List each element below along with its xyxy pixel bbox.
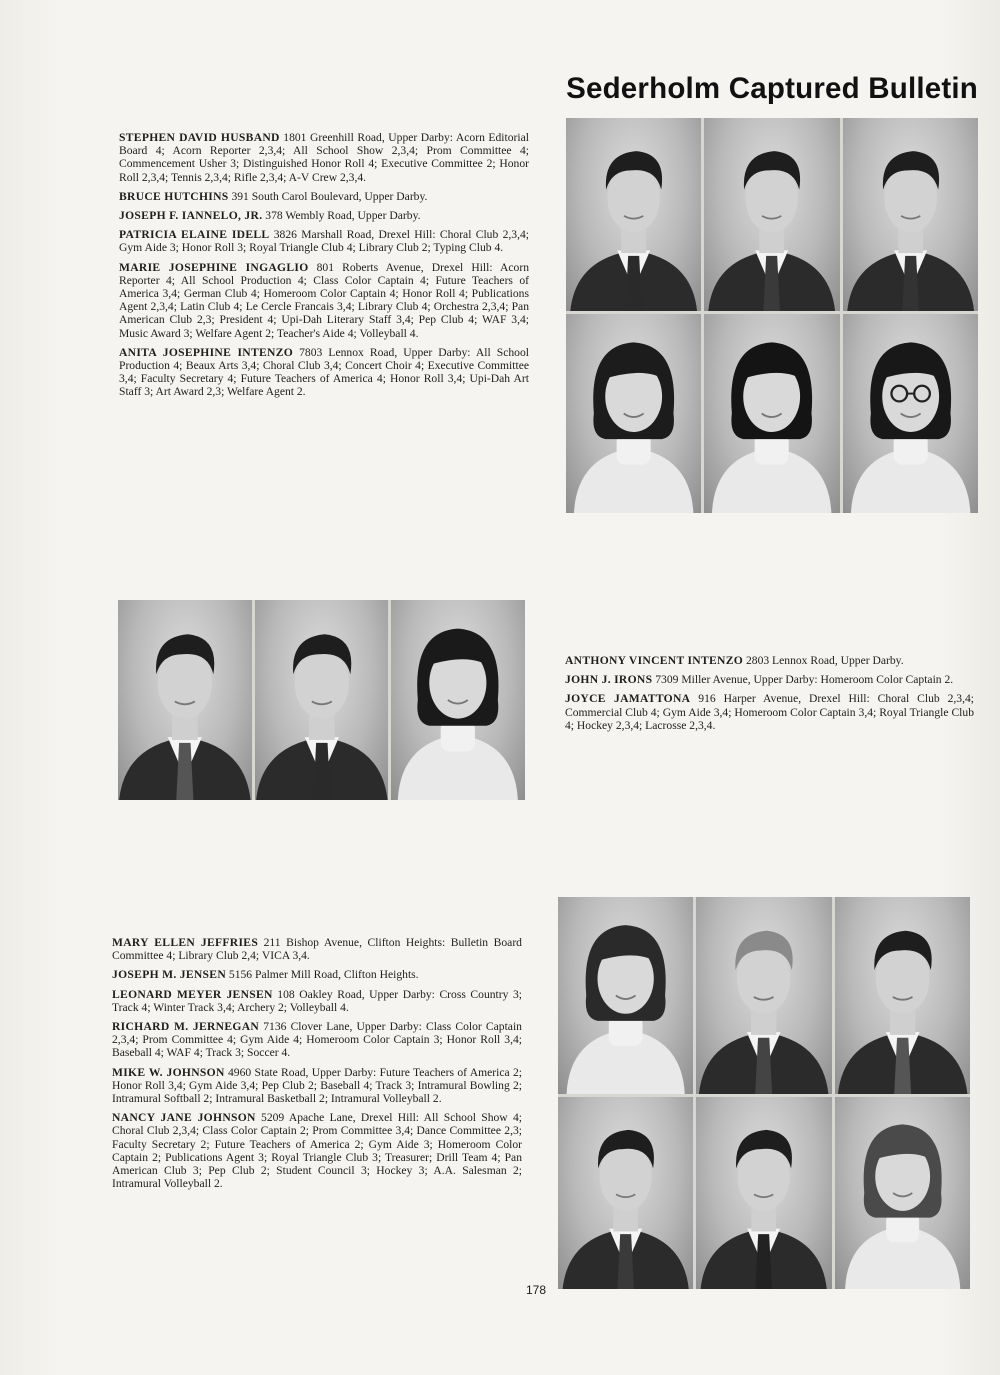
student-entry [119,261,529,340]
student-name: JOSEPH F. IANNELO, JR. [119,209,263,223]
student-entry [119,228,529,254]
student-portrait [696,1097,831,1289]
student-entry [119,346,529,399]
student-portrait [566,118,701,311]
student-details: 801 Roberts Avenue, Drexel Hill: Acorn Reporter 4; All School Production 4; Class Color Captain 4; Future Teachers of America 3,4; German Club 4; Homeroom Color Captain 4; Honor Roll 4; Publications Agent 2,3,4; Latin Club 4; Le Cercle Francais 3,4; Library Club 4; Orchestra 2,3,4; Pan American Club 2,3; President 4; Upi-Dah Literary Staff 3,4; Pep Club 4; WAF 3,4; Music Award 3; Welfare Agent 2; Teacher's Aide 4; Volleyball 4. [119,260,529,340]
student-details: 391 South Carol Boulevard, Upper Darby. [231,189,428,203]
student-entry [565,692,974,732]
student-details: 7136 Clover Lane, Upper Darby: Class Color Captain 2,3,4; Prom Committee 4; Gym Aide 4; Homeroom Color Captain 3; Honor Roll 3,4; Baseball 4; WAF 4; Track 3; Soccer 4. [112,1020,522,1060]
student-name: JOYCE JAMATTONA [565,692,691,706]
student-portrait [566,314,701,513]
student-entry [112,936,522,962]
student-portrait [704,118,839,311]
student-details: 7309 Miller Avenue, Upper Darby: Homeroom Color Captain 2. [655,673,954,687]
student-name: MARY ELLEN JEFFRIES [112,936,259,949]
student-portrait [696,897,831,1094]
student-name: MIKE W. JOHNSON [112,1065,225,1079]
student-list-2 [565,654,974,738]
student-name: MARIE JOSEPHINE INGAGLIO [119,260,309,274]
student-name: ANITA JOSEPHINE INTENZO [119,345,294,359]
student-details: 108 Oakley Road, Upper Darby: Cross Country 3; Track 4; Winter Track 3,4; Archery 2; Volleyball 4. [112,987,522,1014]
student-details: 5156 Palmer Mill Road, Clifton Heights. [228,968,419,982]
student-details: 4960 State Road, Upper Darby: Future Teachers of America 2; Honor Roll 3,4; Gym Aide 3,4; Pep Club 2; Baseball 4; Track 3; Intramural Bowling 2; Intramural Softball 2; Intramural Basketball 2; Intramural Volleyball 2. [112,1065,522,1106]
student-details: 916 Harper Avenue, Drexel Hill: Choral Club 2,3,4; Commercial Club 4; Gym Aide 3,4; Homeroom Color Captain 3,4; Royal Triangle Club 4; Hockey 2,3,4; Lacrosse 2,3,4. [565,692,974,732]
student-name: NANCY JANE JOHNSON [112,1111,256,1125]
student-entry [565,673,974,686]
student-details: 211 Bishop Avenue, Clifton Heights: Bulletin Board Committee 4; Library Club 2,4; VICA 3,4. [112,936,522,963]
student-entry [112,988,522,1014]
student-name: RICHARD M. JERNEGAN [112,1020,260,1034]
student-portrait [391,600,525,800]
student-portrait [835,897,970,1094]
student-entry [565,654,974,667]
student-portrait [835,1097,970,1289]
student-entry [119,131,529,184]
student-portrait [118,600,252,800]
student-name: ANTHONY VINCENT INTENZO [565,654,744,667]
student-portrait [843,118,978,311]
student-name: JOSEPH M. JENSEN [112,968,226,982]
student-name: BRUCE HUTCHINS [119,189,229,203]
student-list-3 [112,936,522,1196]
student-details: 2803 Lennox Road, Upper Darby. [745,654,904,667]
student-entry [119,190,529,203]
student-list-1 [119,131,529,405]
student-portrait [843,314,978,513]
student-details: 7803 Lennox Road, Upper Darby: All School Production 4; Beaux Arts 3,4; Choral Club 3,4; Concert Choir 4; Executive Committee 3,4; Faculty Secretary 4; Future Teachers of America 4; Honor Roll 3,4; Upi-Dah Art Staff 3; Art Award 2,3; Welfare Agent 2. [119,345,529,399]
student-name: PATRICIA ELAINE IDELL [119,228,270,242]
portrait-grid-2 [118,600,525,800]
student-name: STEPHEN DAVID HUSBAND [119,131,280,144]
student-portrait [704,314,839,513]
student-portrait [558,1097,693,1289]
student-details: 378 Wembly Road, Upper Darby. [265,209,421,223]
student-entry [112,1020,522,1060]
student-name: JOHN J. IRONS [565,673,653,687]
page-number: 178 [526,1283,547,1297]
student-name: LEONARD MEYER JENSEN [112,987,273,1001]
student-entry [112,1111,522,1190]
student-details: 5209 Apache Lane, Drexel Hill: All School Show 4; Choral Club 2,3,4; Class Color Captain 2; Prom Committee 3,4; Dance Committee 2,3; Faculty Secretary 2; Future Teachers of America 2; Gym Aide 3; Homeroom Color Captain 2; Publications Agent 3; Royal Triangle Club 3; Treasurer; Drill Team 4; Pan American Club 3; Pep Club 2; Student Council 3; Hockey 3; A.A. Salesman 2; Intramural Volleyball 2. [112,1111,522,1191]
portrait-grid-3 [558,897,970,1289]
student-entry [112,968,522,981]
student-portrait [558,897,693,1094]
student-entry [112,1066,522,1106]
portrait-grid-1 [566,118,978,513]
student-entry [119,209,529,222]
student-details: 1801 Greenhill Road, Upper Darby: Acorn Editorial Board 4; Acorn Reporter 2,3,4; All School Show 2,3,4; Prom Committee 4; Commencement Usher 3; Distinguished Honor Roll 4; Executive Committee 2; Honor Roll 2,3,4; Tennis 2,3,4; Rifle 2,3,4; A-V Crew 2,3,4. [119,131,529,184]
student-portrait [255,600,389,800]
student-details: 3826 Marshall Road, Drexel Hill: Choral Club 2,3,4; Gym Aide 3; Honor Roll 3; Royal Triangle Club 4; Library Club 2; Typing Club 4. [119,228,529,255]
page-title: Sederholm Captured Bulletin [566,72,978,105]
